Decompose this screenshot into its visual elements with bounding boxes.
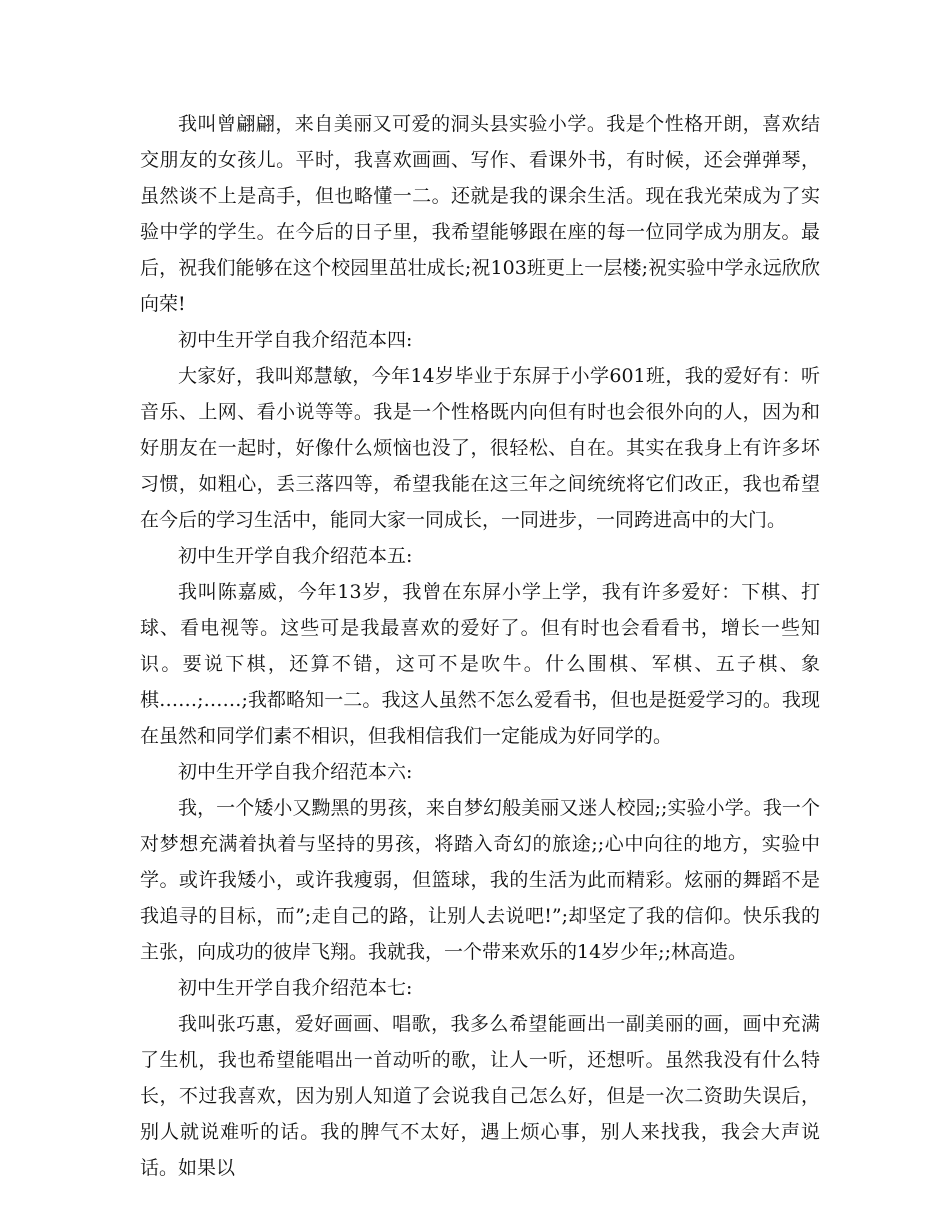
paragraph-intro-lin: 我，一个矮小又黝黑的男孩，来自梦幻般美丽又迷人校园;;实验小学。我一个对梦想充满着执着与坚持的男孩，将踏入奇幻的旅途;;心中向往的地方，实验中学。或许我矮小，或许我瘦弱，但篮球，我的生活为此而精彩。炫丽的舞蹈不是我追寻的目标，而”;走自己的路，让别人去说吧!”;却坚定了我的信仰。快乐我的主张，向成功的彼岸飞翔。我就我，一个带来欢乐的14岁少年;;林高造。 [140, 797, 820, 963]
heading-sample-5: 初中生开学自我介绍范本五: [178, 545, 413, 567]
paragraph-intro-zheng: 大家好，我叫郑慧敏，今年14岁毕业于东屏于小学601班，我的爱好有：听音乐、上网、看小说等等。我是一个性格既内向但有时也会很外向的人，因为和好朋友在一起时，好像什么烦恼也没了，很轻松、自在。其实在我身上有许多坏习惯，如粗心，丢三落四等，希望我能在这三年之间统统将它们改正，我也希望在今后的学习生活中，能同大家一同成长，一同进步，一同跨进高中的大门。 [140, 365, 820, 531]
paragraph-intro-chen: 我叫陈嘉威，今年13岁，我曾在东屏小学上学，我有许多爱好：下棋、打球、看电视等。这些可是我最喜欢的爱好了。但有时也会看看书，增长一些知识。要说下棋，还算不错，这可不是吹牛。什么围棋、军棋、五子棋、象棋……;……;我都略知一二。我这人虽然不怎么爱看书，但也是挺爱学习的。我现在虽然和同学们素不相识，但我相信我们一定能成为好同学的。 [140, 581, 820, 747]
heading-sample-7: 初中生开学自我介绍范本七: [178, 977, 413, 999]
paragraph-intro-zhang: 我叫张巧惠，爱好画画、唱歌，我多么希望能画出一副美丽的画，画中充满了生机，我也希望能唱出一首动听的歌，让人一听，还想听。虽然我没有什么特长，不过我喜欢，因为别人知道了会说我自己怎么好，但是一次二资助失误后，别人就说难听的话。我的脾气不太好，遇上烦心事，别人来找我，我会大声说话。如果以 [140, 1013, 820, 1179]
document-page [140, 106, 820, 1186]
heading-sample-4: 初中生开学自我介绍范本四: [178, 329, 413, 351]
heading-sample-6: 初中生开学自我介绍范本六: [178, 761, 413, 783]
paragraph-intro-zeng: 我叫曾翩翩，来自美丽又可爱的洞头县实验小学。我是个性格开朗，喜欢结交朋友的女孩儿。平时，我喜欢画画、写作、看课外书，有时候，还会弹弹琴，虽然谈不上是高手，但也略懂一二。还就是我的课余生活。现在我光荣成为了实验中学的学生。在今后的日子里，我希望能够跟在座的每一位同学成为朋友。最后，祝我们能够在这个校园里茁壮成长;祝103班更上一层楼;祝实验中学永远欣欣向荣! [140, 113, 820, 315]
